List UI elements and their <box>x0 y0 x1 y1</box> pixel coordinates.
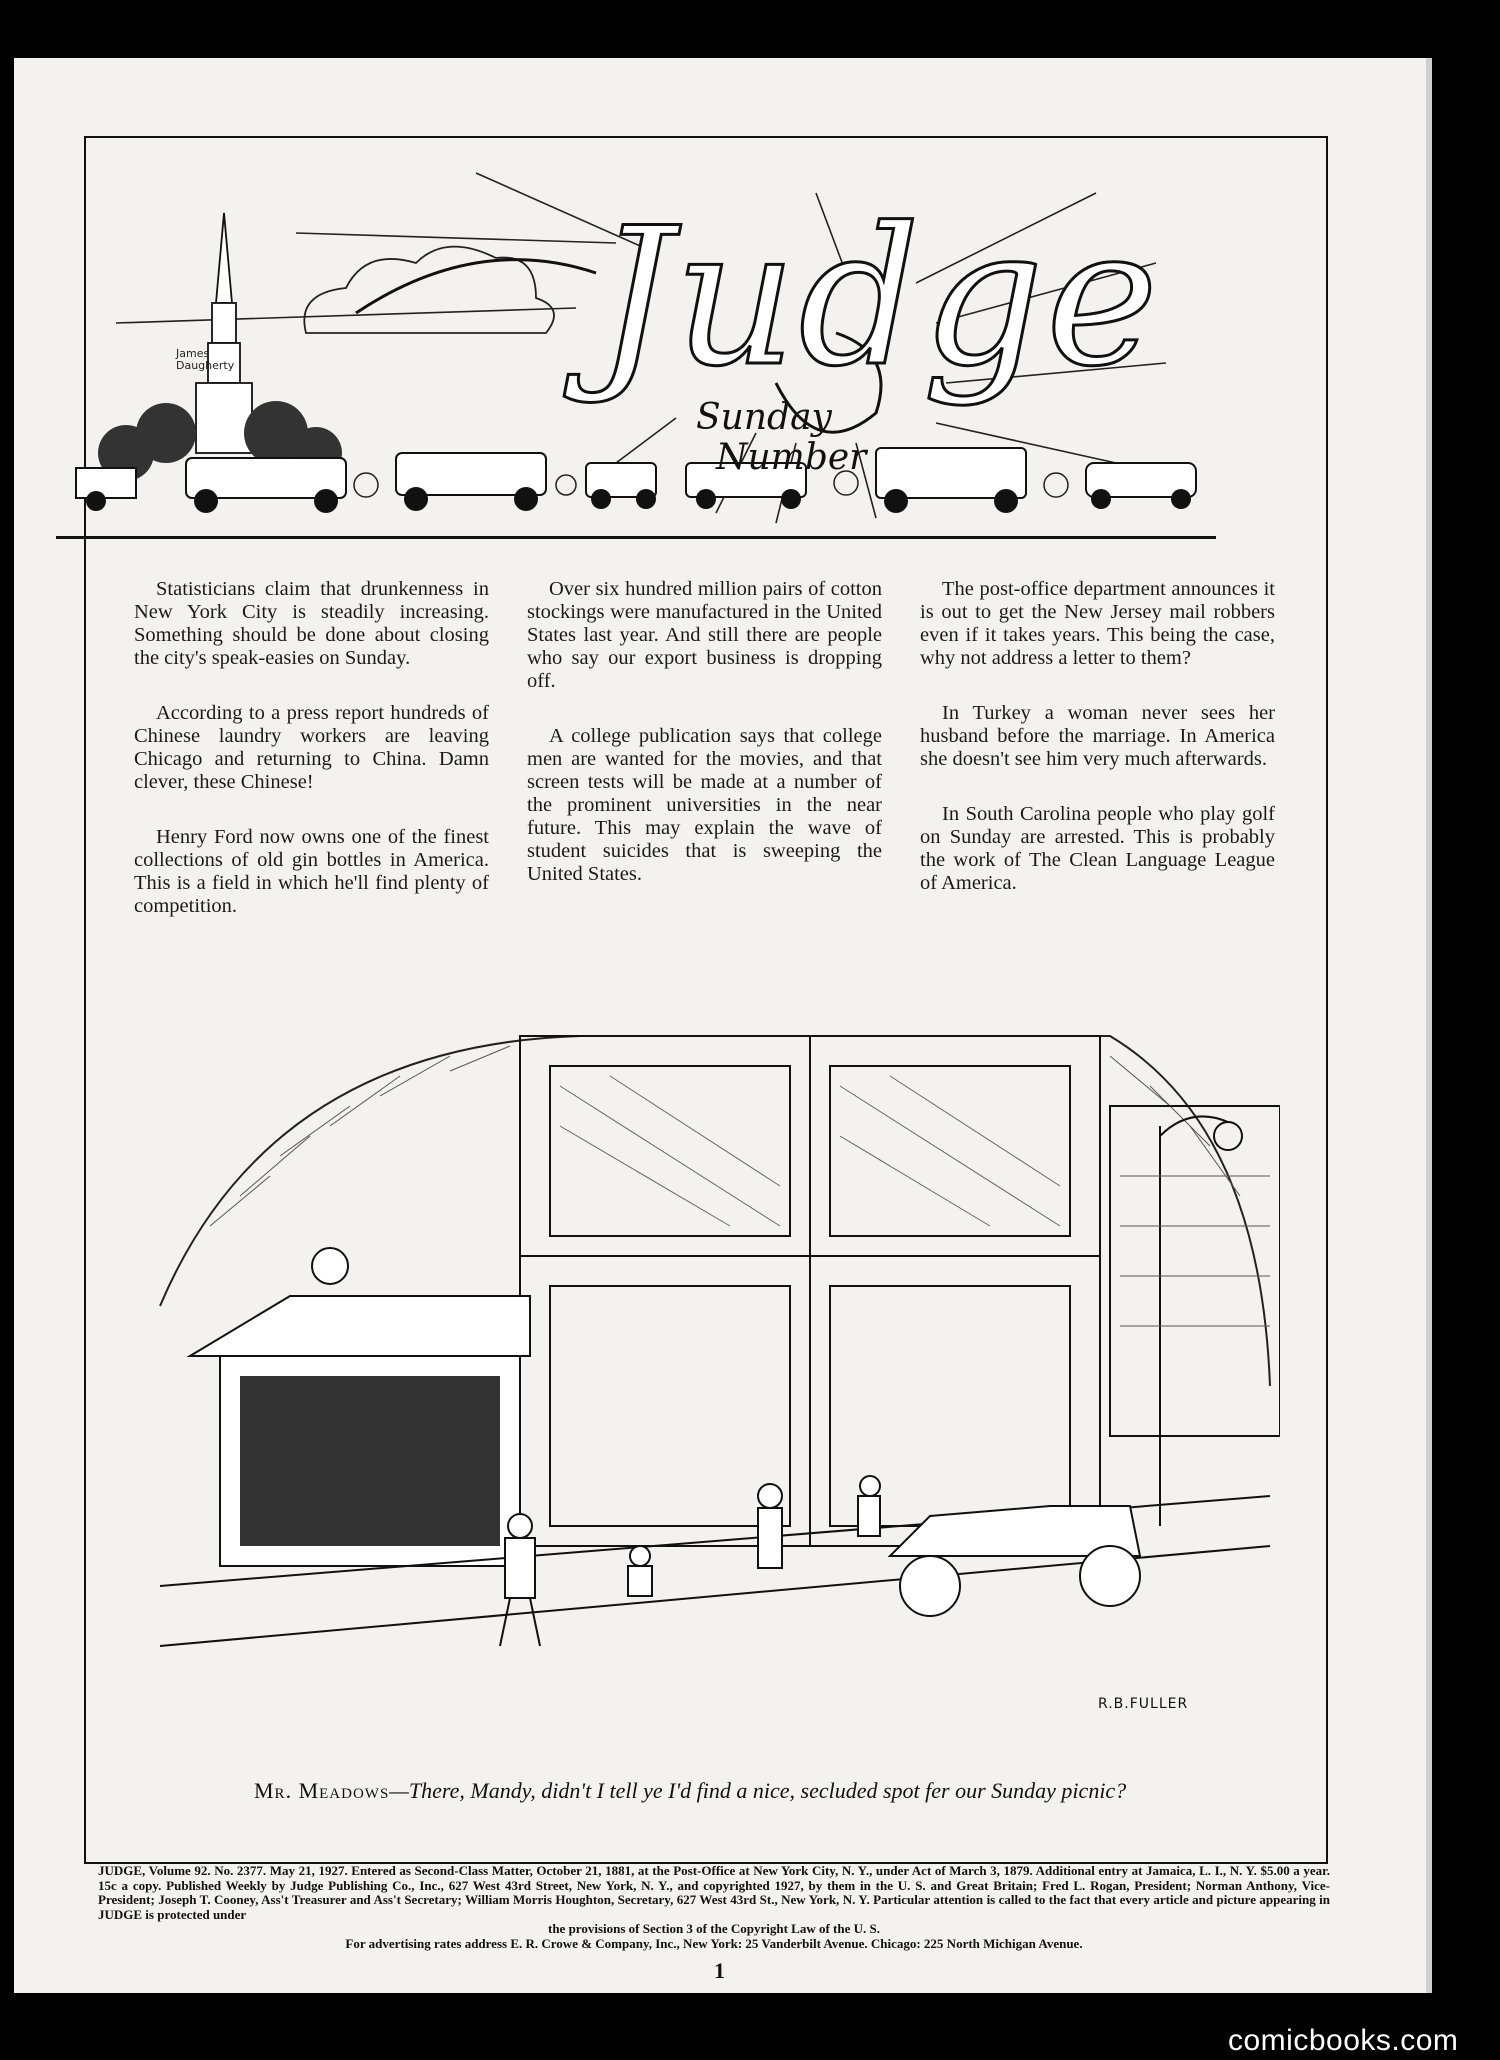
cartoon-artist-signature: R.B.FULLER <box>1098 1696 1189 1712</box>
article-columns <box>134 578 1274 1008</box>
imprint-body: JUDGE, Volume 92. No. 2377. May 21, 1927. Entered as Second-Class Matter, October 21, 1881, at the Post-Office at New York City, N. Y., under Act of March 3, 1879. Additional entry at Jamaica, L. I., N. Y. $5.00 a year. 15c a copy. Published Weekly by Judge Publishing Co., Inc., 627 West 43rd Street, New York, N. Y., and copyrighted 1927, by them in the U. S. and Great Britain; Fred L. Rogan, President; Norman Anthony, Vice-President; Joseph T. Cooney, Ass't Treasurer and Ass't Secretary; William Morris Houghton, Secretary, 627 West 43rd St., New York, N. Y. Particular attention is called to the fact that every article and picture appearing in JUDGE is protected under <box>98 1863 1330 1922</box>
site-watermark: comicbooks.com <box>1228 2024 1459 2057</box>
column-1 <box>134 578 489 950</box>
paragraph: In South Carolina people who play golf on Sunday are arrested. This is probably the work of The Clean Language League of America. <box>920 803 1275 894</box>
masthead-subtitle-line1: Sunday <box>696 397 832 438</box>
page-number: 1 <box>714 1958 725 1983</box>
cartoon-drawing <box>150 1026 1280 1771</box>
paragraph: Over six hundred million pairs of cotton stockings were manufactured in the United States last year. And still there are people who say our export business is dropping off. <box>527 578 882 692</box>
imprint-advertising: For advertising rates address E. R. Crowe & Company, Inc., New York: 25 Vanderbilt Avenue. Chicago: 225 North Michigan Avenue. <box>345 1935 1083 1951</box>
cartoon-caption <box>254 1776 1294 1805</box>
masthead-rule <box>56 536 1216 539</box>
column-2 <box>527 578 882 918</box>
paragraph: In Turkey a woman never sees her husband before the marriage. In America she doesn't see him very much afterwards. <box>920 702 1275 770</box>
masthead-subtitle-line2: Number <box>716 437 867 478</box>
masthead-artist-signature: James Daugherty <box>176 347 235 372</box>
masthead <box>56 133 1216 533</box>
publication-imprint <box>98 1864 1330 1951</box>
paragraph: A college publication says that college men are wanted for the movies, and that screen tests will be made at a number of the prominent universities in the near future. This may explain the wave of student suicides that is sweeping the United States. <box>527 725 882 885</box>
paragraph: Henry Ford now owns one of the finest collections of old gin bottles in America. This is a field in which he'll find plenty of competition. <box>134 826 489 917</box>
paragraph: Statisticians claim that drunkenness in New York City is steadily increasing. Something should be done about closing the city's speak-easies on Sunday. <box>134 578 489 669</box>
caption-quote: —There, Mandy, didn't I tell ye I'd find a nice, secluded spot fer our Sunday picnic? <box>389 1778 1127 1803</box>
paragraph: According to a press report hundreds of Chinese laundry workers are leaving Chicago and returning to China. Damn clever, these Chinese! <box>134 702 489 793</box>
imprint-tail: the provisions of Section 3 of the Copyright Law of the U. S. <box>548 1921 880 1936</box>
caption-speaker: Mr. Meadows <box>254 1778 390 1803</box>
paragraph: The post-office department announces it is out to get the New Jersey mail robbers even if it takes years. This being the case, why not address a letter to them? <box>920 578 1275 669</box>
column-3 <box>920 578 1275 927</box>
cartoon-illustration <box>150 1026 1280 1771</box>
magazine-page <box>14 58 1432 1993</box>
masthead-title: Judge <box>596 187 1161 408</box>
masthead-subtitle <box>696 398 866 478</box>
